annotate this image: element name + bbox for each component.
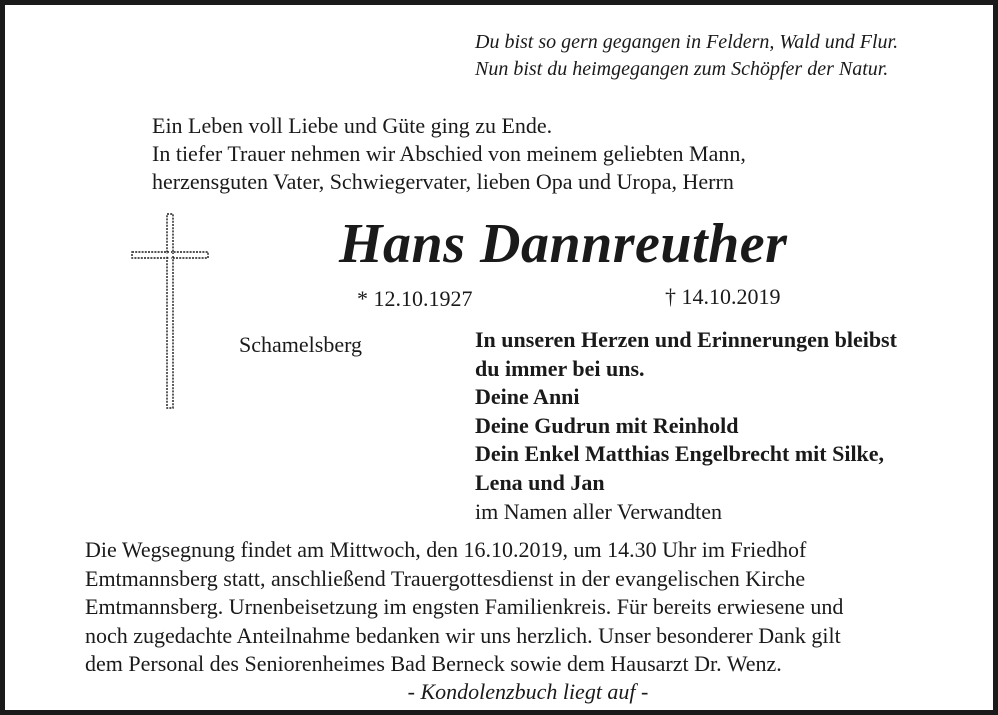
mourners-block xyxy=(475,326,975,526)
guestbook-note xyxy=(5,678,998,706)
quote-line: Du bist so gern gegangen in Feldern, Wald und Flur. xyxy=(475,31,899,53)
service-line: Emtmannsberg. Urnenbeisetzung im engsten Familienkreis. Für bereits erwiesene und xyxy=(85,594,844,620)
mourners-line: du immer bei uns. xyxy=(475,355,645,381)
guestbook-text: - Kondolenzbuch liegt auf - xyxy=(407,679,649,704)
service-line: Die Wegsegnung findet am Mittwoch, den 16.10.2019, um 14.30 Uhr im Friedhof xyxy=(85,537,807,562)
service-line: Emtmannsberg statt, anschließend Trauergottesdienst in der evangelischen Kirche xyxy=(85,565,806,591)
intro-line: In tiefer Trauer nehmen wir Abschied von meinem geliebten Mann, xyxy=(152,141,746,166)
service-line: dem Personal des Seniorenheimes Bad Berneck sowie dem Hausarzt Dr. Wenz. xyxy=(85,651,782,677)
intro-line: Ein Leben voll Liebe und Güte ging zu Ende. xyxy=(152,113,553,138)
mourners-line: Dein Enkel Matthias Engelbrecht mit Silke, xyxy=(475,441,885,467)
service-line: noch zugedachte Anteilnahme bedanken wir uns herzlich. Unser besonderer Dank gilt xyxy=(85,622,841,648)
hometown: Schamelsberg xyxy=(239,332,363,357)
mourners-line: Deine Anni xyxy=(475,384,580,410)
mourners-line: Lena und Jan xyxy=(475,469,605,495)
mourners-line: In unseren Herzen und Erinnerungen bleibst xyxy=(475,327,897,352)
birth-date: * 12.10.1927 xyxy=(357,286,473,311)
memorial-quote xyxy=(475,29,975,83)
mourners-line: im Namen aller Verwandten xyxy=(475,498,723,524)
cross-icon xyxy=(130,212,210,412)
deceased-name: Hans Dannreuther xyxy=(339,213,788,275)
death-date: † 14.10.2019 xyxy=(665,284,781,309)
intro-text xyxy=(152,112,912,196)
quote-line: Nun bist du heimgegangen zum Schöpfer der Natur. xyxy=(475,58,889,80)
intro-line: herzensguten Vater, Schwiegervater, lieben Opa und Uropa, Herrn xyxy=(152,169,734,194)
service-details xyxy=(85,536,965,679)
mourners-line: Deine Gudrun mit Reinhold xyxy=(475,412,739,438)
